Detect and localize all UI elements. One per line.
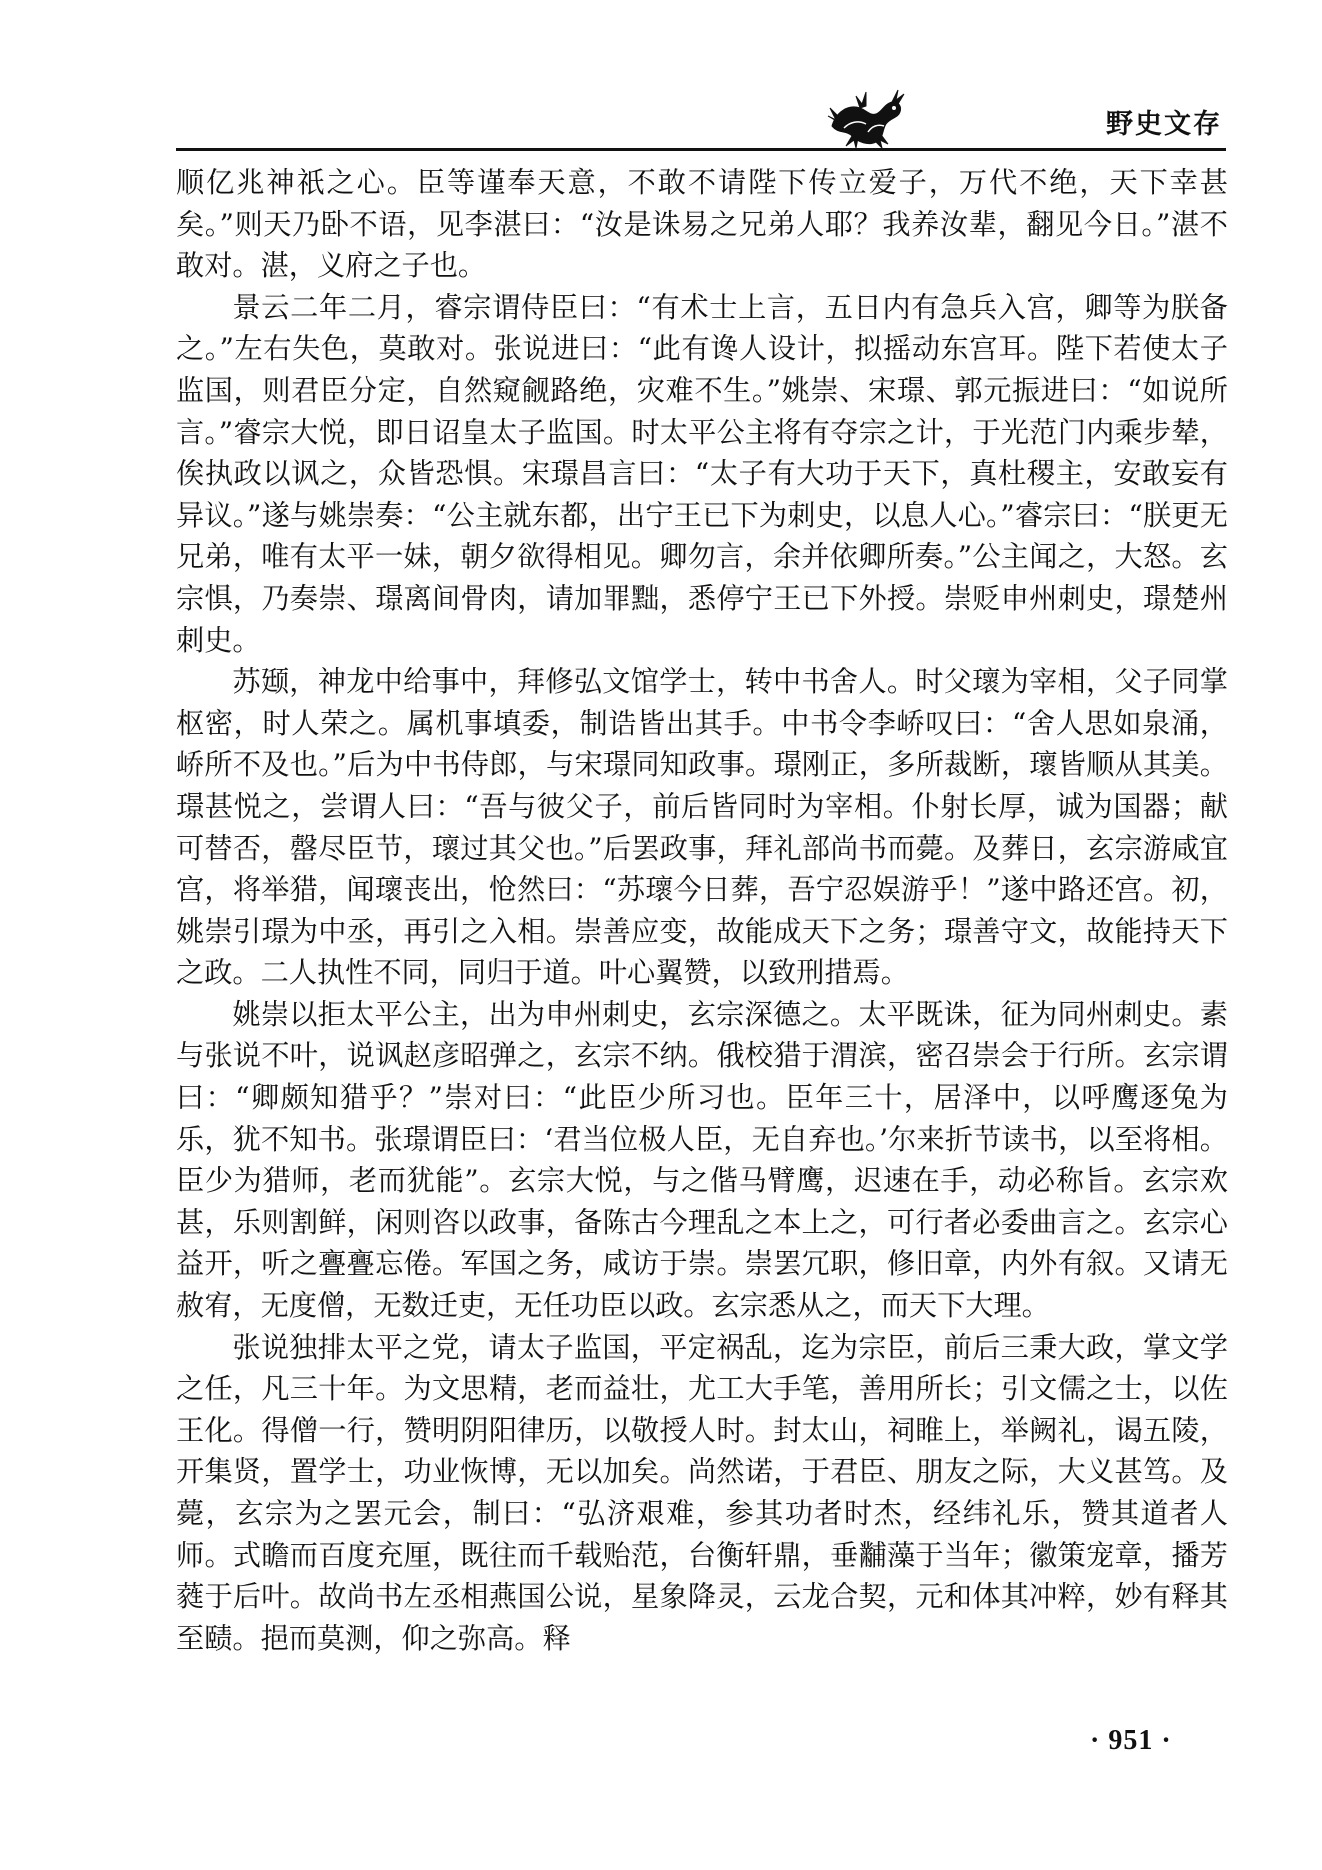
paragraph: 景云二年二月，睿宗谓侍臣曰：“有术士上言，五日内有急兵入宫，卿等为朕备之。”左右失色，莫敢对。张说进曰：“此有谗人设计，拟摇动东宫耳。陛下若使太子监国，则君臣分定，自然窥觎路绝，灾难不生。”姚崇、宋璟、郭元振进曰：“如说所言。”睿宗大悦，即日诏皇太子监国。时太平公主将有夺宗之计，于光范门内乘步辇，俟执政以讽之，众皆恐惧。宋璟昌言曰：“太子有大功于天下，真杜稷主，安敢妄有异议。”遂与姚崇奏：“公主就东都，出宁王已下为刺史，以息人心。”睿宗曰：“朕更无兄弟，唯有太平一妹，朝夕欲得相见。卿勿言，余并依卿所奏。”公主闻之，大怒。玄宗惧，乃奏崇、璟离间骨肉，请加罪黜，悉停宁王已下外授。崇贬申州刺史，璟楚州刺史。: [176, 290, 1228, 657]
header-divider: [176, 148, 1226, 151]
paragraph: 张说独排太平之党，请太子监国，平定祸乱，迄为宗臣，前后三秉大政，掌文学之任，凡三十年。为文思精，老而益壮，尤工大手笔，善用所长；引文儒之士，以佐王化。得僧一行，赞明阴阳律历，以敬授人时。封太山，祠睢上，举阙礼，谒五陵，开集贤，置学士，功业恢博，无以加矣。尚然诺，于君臣、朋友之际，大义甚笃。及薨，玄宗为之罢元会，制曰：“弘济艰难，参其功者时杰，经纬礼乐，赞其道者人师。式瞻而百度充厘，既往而千载贻范，台衡轩鼎，垂黼藻于当年；徽策宠章，播芳蕤于后叶。故尚书左丞相燕国公说，星象降灵，云龙合契，元和体其冲粹，妙有释其至赜。挹而莫测，仰之弥高。释: [176, 1330, 1228, 1655]
page-header: [176, 82, 1226, 152]
dragon-emblem-icon: [826, 82, 908, 150]
page-number: · 951 ·: [1090, 1725, 1172, 1756]
section-title: 野史文存: [1106, 109, 1222, 140]
body-text: [176, 162, 1228, 1659]
paragraph: 顺亿兆神祇之心。臣等谨奉天意，不敢不请陛下传立爱子，万代不绝，天下幸甚矣。”则天乃卧不语，见李湛曰：“汝是诛易之兄弟人耶？我养汝辈，翻见今日。”湛不敢对。湛，义府之子也。: [176, 166, 1228, 283]
paragraph: 苏颋，神龙中给事中，拜修弘文馆学士，转中书舍人。时父瓌为宰相，父子同掌枢密，时人荣之。属机事填委，制诰皆出其手。中书令李峤叹曰：“舍人思如泉涌，峤所不及也。”后为中书侍郎，与宋璟同知政事。璟刚正，多所裁断，瓌皆顺从其美。璟甚悦之，尝谓人曰：“吾与彼父子，前后皆同时为宰相。仆射长厚，诚为国器；献可替否，罄尽臣节，瓌过其父也。”后罢政事，拜礼部尚书而薨。及葬日，玄宗游咸宜宫，将举猎，闻瓌丧出，怆然曰：“苏瓌今日葬，吾宁忍娱游乎！”遂中路还宫。初，姚崇引璟为中丞，再引之入相。崇善应变，故能成天下之务；璟善守文，故能持天下之政。二人执性不同，同归于道。叶心翼赞，以致刑措焉。: [176, 665, 1228, 990]
paragraph: 姚崇以拒太平公主，出为申州刺史，玄宗深德之。太平既诛，征为同州刺史。素与张说不叶，说讽赵彦昭弹之，玄宗不纳。俄校猎于渭滨，密召崇会于行所。玄宗谓曰：“卿颇知猎乎？”崇对曰：“此臣少所习也。臣年三十，居泽中，以呼鹰逐兔为乐，犹不知书。张璟谓臣曰：‘君当位极人臣，无自弃也。’尔来折节读书，以至将相。臣少为猎师，老而犹能”。玄宗大悦，与之偕马臂鹰，迟速在手，动必称旨。玄宗欢甚，乐则割鲜，闲则咨以政事，备陈古今理乱之本上之，可行者必委曲言之。玄宗心益开，听之亹亹忘倦。军国之务，咸访于崇。崇罢冗职，修旧章，内外有叙。又请无赦宥，无度僧，无数迁吏，无任功臣以政。玄宗悉从之，而天下大理。: [176, 997, 1228, 1323]
